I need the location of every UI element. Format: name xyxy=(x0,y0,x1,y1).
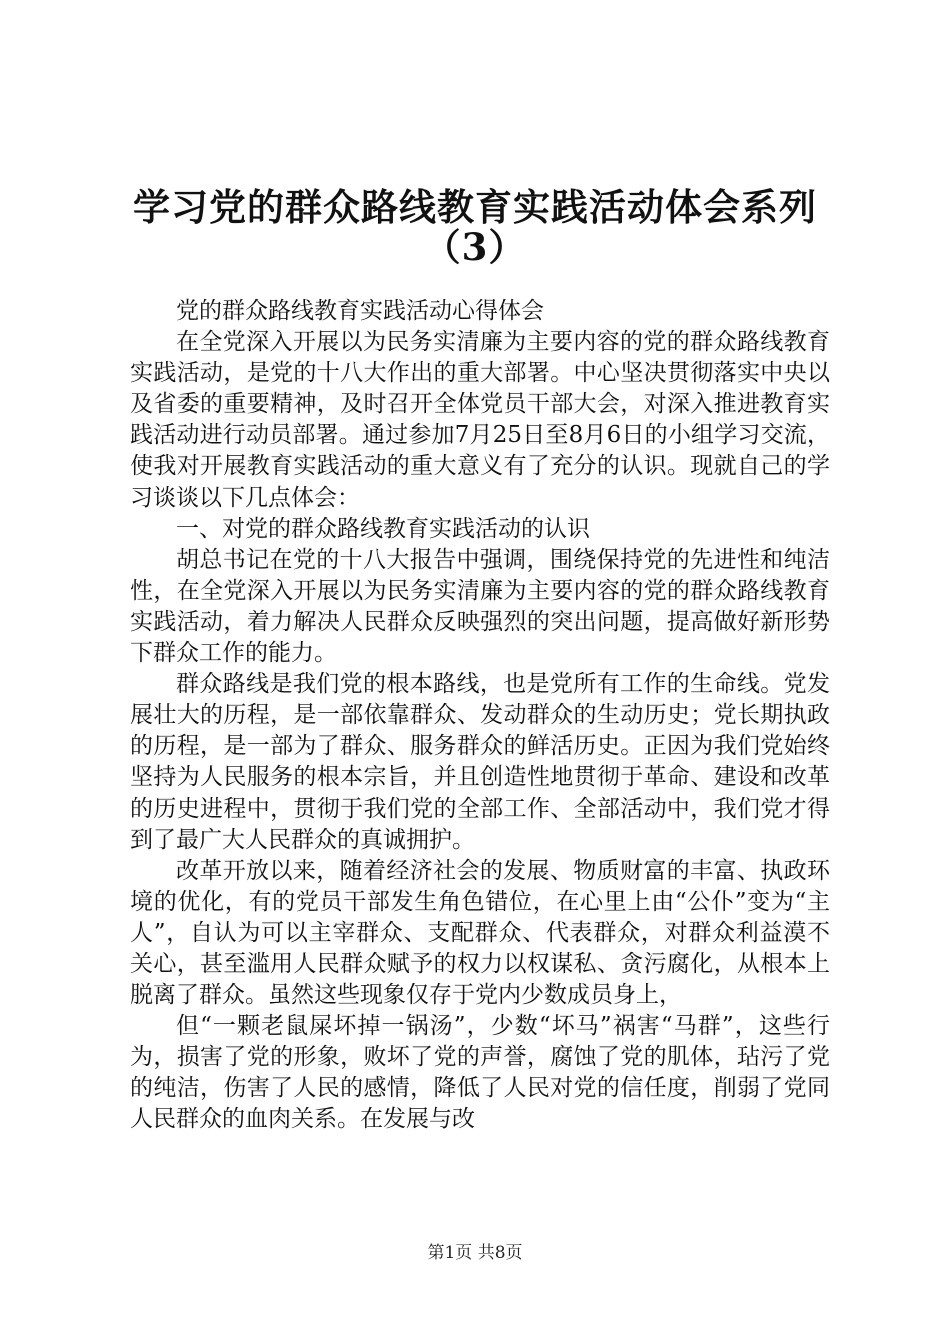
section-heading: 一、对党的群众路线教育实践活动的认识 xyxy=(176,515,590,542)
paragraph-heading: 党的群众路线教育实践活动心得体会 xyxy=(176,298,544,324)
paragraph: 群众路线是我们党的根本路线，也是党所有工作的生命线。党发展壮大的历程，是一部依靠群众、发动群众的生动历史；党长期执政的历程，是一部为了群众、服务群众的鲜活历史。正因为我们党始终坚持为人民服务的根本宗旨，并且创造性地贯彻于革命、建设和改革的历史进程中，贯彻于我们党的全部工作、全部活动中，我们党才得到了最广大人民群众的真诚拥护。 xyxy=(130,671,830,853)
page-number: 第1页 共8页 xyxy=(427,1243,523,1263)
document-title: 学习党的群众路线教育实践活动体会系列 xyxy=(133,185,817,229)
paragraph: 胡总书记在党的十八大报告中强调，围绕保持党的先进性和纯洁性，在全党深入开展以为民务实清廉为主要内容的党的群众路线教育实践活动，着力解决人民群众反映强烈的突出问题，提高做好新形势下群众工作的能力。 xyxy=(130,546,830,667)
paragraph: 但“一颗老鼠屎坏掉一锅汤”，少数“坏马”祸害“马群”，这些行为，损害了党的形象，败坏了党的声誉，腐蚀了党的肌体，玷污了党的纯洁，伤害了人民的感情，降低了人民对党的信任度，削弱了党同人民群众的血肉关系。在发展与改 xyxy=(130,1013,830,1133)
paragraph: 在全党深入开展以为民务实清廉为主要内容的党的群众路线教育实践活动，是党的十八大作出的重大部署。中心坚决贯彻落实中央以及省委的重要精神，及时召开全体党员干部大会，对深入推进教育实践活动进行动员部署。通过参加7月25日至8月6日的小组学习交流，使我对开展教育实践活动的重大意义有了充分的认识。现就自己的学习谈谈以下几点体会： xyxy=(130,329,830,511)
document-body xyxy=(130,296,830,1136)
document-title-number: （3） xyxy=(423,225,527,269)
paragraph: 改革开放以来，随着经济社会的发展、物质财富的丰富、执政环境的优化，有的党员干部发生角色错位，在心里上由“公仆”变为“主人”，自认为可以主宰群众、支配群众、代表群众，对群众利益漠不关心，甚至滥用人民群众赋予的权力以权谋私、贪污腐化，从根本上脱离了群众。虽然这些现象仅存于党内少数成员身上， xyxy=(130,857,830,1009)
